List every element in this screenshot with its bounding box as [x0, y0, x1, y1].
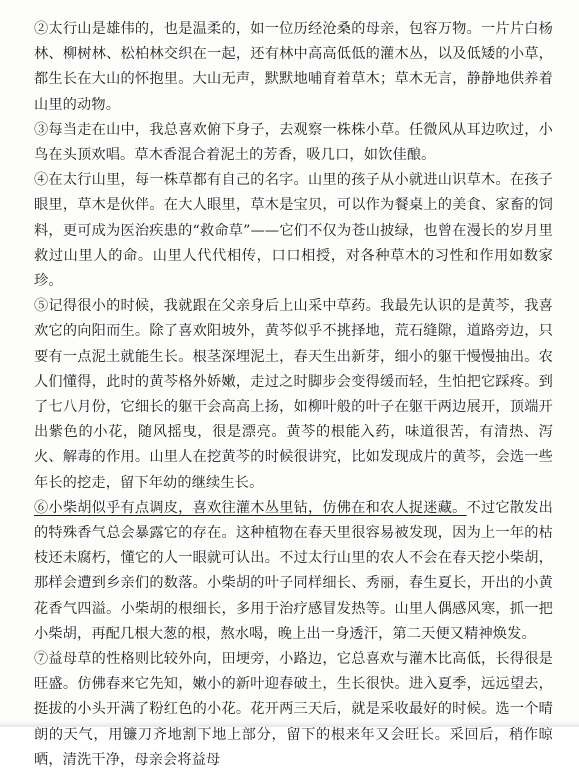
- paragraph-6-rest: 不过它散发出的特殊香气总会暴露它的存在。这种植物在春天里很容易被发现，因为上一年的枯枝还未腐朽，懂它的人一眼就可认出。不过太行山里的农人不会在春天挖小柴胡，那样会遭到乡亲们的数落。小柴胡的叶子同样细长、秀丽，春生夏长，开出的小黄花香气四溢。小柴胡的根细长，多用于治疗感冒发热等。山里人偶感风寒，抓一把小柴胡，再配几根大葱的根，熬水喝，晚上出一身透汗，第二天便又精神焕发。: [34, 499, 553, 642]
- paragraph-3: ③每当走在山中，我总喜欢俯下身子，去观察一株株小草。任微风从耳边吹过，小鸟在头顶欢唱。草木香混合着泥土的芳香，吸几口，如饮佳酿。: [34, 121, 553, 164]
- paragraph-6: [34, 496, 553, 647]
- paragraph-4: ④在太行山里，每一株草都有自己的名字。山里的孩子从小就进山识草木。在孩子眼里，草木是伙伴。在大人眼里，草木是宝贝，可以作为餐桌上的美食、家畜的饲料，更可成为医治疾患的“救命草”——它们不仅为苍山披绿，也曾在漫长的岁月里救过山里人的命。山里人代代相传，口口相授，对各种草木的习性和作用如数家珍。: [34, 172, 553, 290]
- paragraph-2: ②太行山是雄伟的，也是温柔的，如一位历经沧桑的母亲，包容万物。一片片白杨林、柳树林、松柏林交织在一起，还有林中高高低低的灌木丛，以及低矮的小草，都生长在大山的怀抱里。大山无声，默默地哺育着草木；草木无言，静静地供养着山里的动物。: [34, 21, 553, 113]
- scan-edge-shadow: [0, 721, 579, 727]
- paragraph-5: ⑤记得很小的时候，我就跟在父亲身后上山采中草药。我最先认识的是黄芩，我喜欢它的向阳而生。除了喜欢阳坡外，黄芩似乎不挑择地，荒石缝隙，道路旁边，只要有一点泥土就能生长。根茎深埋泥土，春天生出新芽，细小的躯干慢慢抽出。农人们懂得，此时的黄芩格外娇嫩，走过之时脚步会变得缓而轻，生怕把它踩疼。到了七八月份，它细长的躯干会高高上扬，如柳叶般的叶子在躯干两边展开，顶端开出紫色的小花，随风摇曳，很是漂亮。黄芩的根能入药，味道很苦，有清热、泻火、解毒的作用。山里人在挖黄芩的时候很讲究，比如发现成片的黄芩，会选一些年长的挖走，留下年幼的继续生长。: [34, 298, 553, 491]
- underlined-sentence: ⑥小柴胡似乎有点调皮，喜欢往灌木丛里钻，仿佛在和农人捉迷藏。: [34, 499, 467, 516]
- article-body: [34, 17, 553, 773]
- paragraph-7: ⑦益母草的性格则比较外向，田埂旁，小路边，它总喜欢与灌木比高低，长得很是旺盛。仿佛春来它先知，嫩小的新叶迎春破土，生长很快。进入夏季，远远望去，挺拔的小头开满了粉红色的小花。花开两三天后，就是采收最好的时候。选一个晴朗的天气，用镰刀齐地割下地上部分，留下的根来年又会旺长。采回后，稍作晾晒，清洗干净，母亲会将益母: [34, 651, 553, 768]
